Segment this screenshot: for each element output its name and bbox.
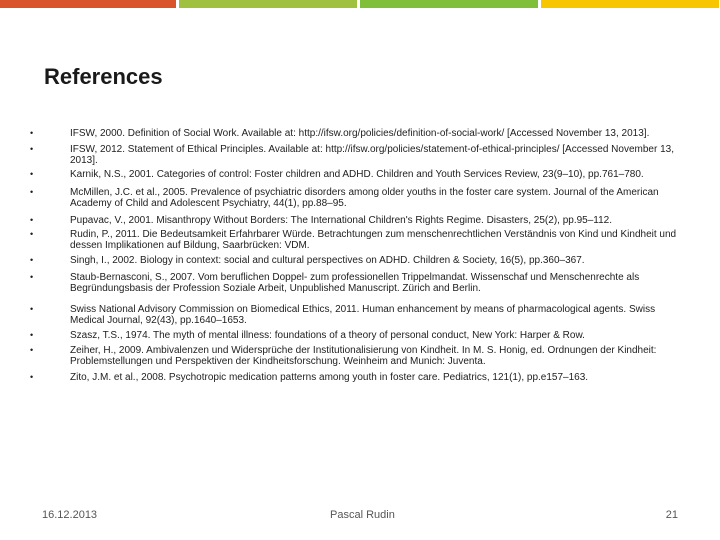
- reference-text: Swiss National Advisory Commission on Biomedical Ethics, 2011. Human enhancement by means of pharmacological agents. Swiss Medical Journal, 92(43), pp.1640–1653.: [70, 304, 656, 326]
- footer-author: Pascal Rudin: [330, 509, 395, 521]
- reference-item: [30, 330, 690, 341]
- reference-item: [30, 304, 690, 326]
- reference-item: [30, 187, 690, 209]
- bullet-icon: •: [30, 304, 34, 314]
- reference-item: [30, 215, 690, 226]
- reference-item: [30, 229, 690, 251]
- bullet-icon: •: [30, 372, 34, 382]
- reference-text: IFSW, 2012. Statement of Ethical Principles. Available at: http://ifsw.org/policies/statement-of-ethical-principles/ [Accessed November 13, 2013].: [70, 144, 674, 166]
- bullet-icon: •: [30, 169, 34, 179]
- bullet-icon: •: [30, 330, 34, 340]
- reference-item: [30, 345, 690, 367]
- top-bar-segment-2: [179, 0, 357, 8]
- bullet-icon: •: [30, 215, 34, 225]
- reference-text: Zito, J.M. et al., 2008. Psychotropic medication patterns among youth in foster care. Pediatrics, 121(1), pp.e157–163.: [70, 372, 589, 383]
- reference-text: IFSW, 2000. Definition of Social Work. Available at: http://ifsw.org/policies/definition-of-social-work/ [Accessed November 13, 2013].: [70, 128, 650, 139]
- bullet-icon: •: [30, 272, 34, 282]
- reference-text: Szasz, T.S., 1974. The myth of mental illness: foundations of a theory of personal conduct, New York: Harper & Row.: [70, 330, 585, 341]
- reference-text: Zeiher, H., 2009. Ambivalenzen und Widersprüche der Institutionalisierung von Kindheit. In M. S. Honig, ed. Ordnungen der Kindheit: Problemstellungen und Perspektiven der Kindheitsforschung. Weinheim and Munich: Juventa.: [70, 345, 657, 367]
- top-bar-segment-1: [0, 0, 176, 8]
- bullet-icon: •: [30, 128, 34, 138]
- footer-date: 16.12.2013: [42, 509, 98, 521]
- references-list: [30, 128, 690, 383]
- bullet-icon: •: [30, 255, 34, 265]
- reference-item: [30, 272, 690, 294]
- bullet-icon: •: [30, 345, 34, 355]
- bullet-icon: •: [30, 229, 34, 239]
- top-color-bar: [0, 0, 720, 8]
- reference-item: [30, 144, 690, 166]
- reference-item: [30, 169, 690, 180]
- footer-page-number: 21: [665, 509, 678, 521]
- reference-text: Pupavac, V., 2001. Misanthropy Without Borders: The International Children's Rights Regime. Disasters, 25(2), pp.95–112.: [70, 215, 613, 226]
- reference-text: Staub-Bernasconi, S., 2007. Vom beruflichen Doppel- zum professionellen Trippelmandat. Wissenschaf und Menschenrechte als Begründungsbasis der Profession Soziale Arbeit, Unpublished Manuscript. Zürich and Berlin.: [70, 272, 640, 294]
- bullet-icon: •: [30, 144, 34, 154]
- reference-item: [30, 255, 690, 266]
- bullet-icon: •: [30, 187, 34, 197]
- reference-text: McMillen, J.C. et al., 2005. Prevalence of psychiatric disorders among older youths in the foster care system. Journal of the American Academy of Child and Adolescent Psychiatry, 44(1), pp.88–95.: [70, 187, 659, 209]
- reference-text: Karnik, N.S., 2001. Categories of control: Foster children and ADHD. Children and Youth Services Review, 23(9–10), pp.761–780.: [70, 169, 644, 180]
- reference-text: Singh, I., 2002. Biology in context: social and cultural perspectives on ADHD. Children & Society, 16(5), pp.360–367.: [70, 255, 585, 266]
- slide-title: References: [44, 64, 163, 89]
- reference-item: [30, 128, 690, 139]
- top-bar-segment-3: [360, 0, 538, 8]
- reference-text: Rudin, P., 2011. Die Bedeutsamkeit Erfahrbarer Würde. Betrachtungen zum menschenrechtlichen Verständnis von Kind und Kindheit und dessen Implikationen auf Bildung, Saarbrücken: VDM.: [70, 229, 677, 251]
- reference-item: [30, 372, 690, 383]
- top-bar-segment-4: [541, 0, 719, 8]
